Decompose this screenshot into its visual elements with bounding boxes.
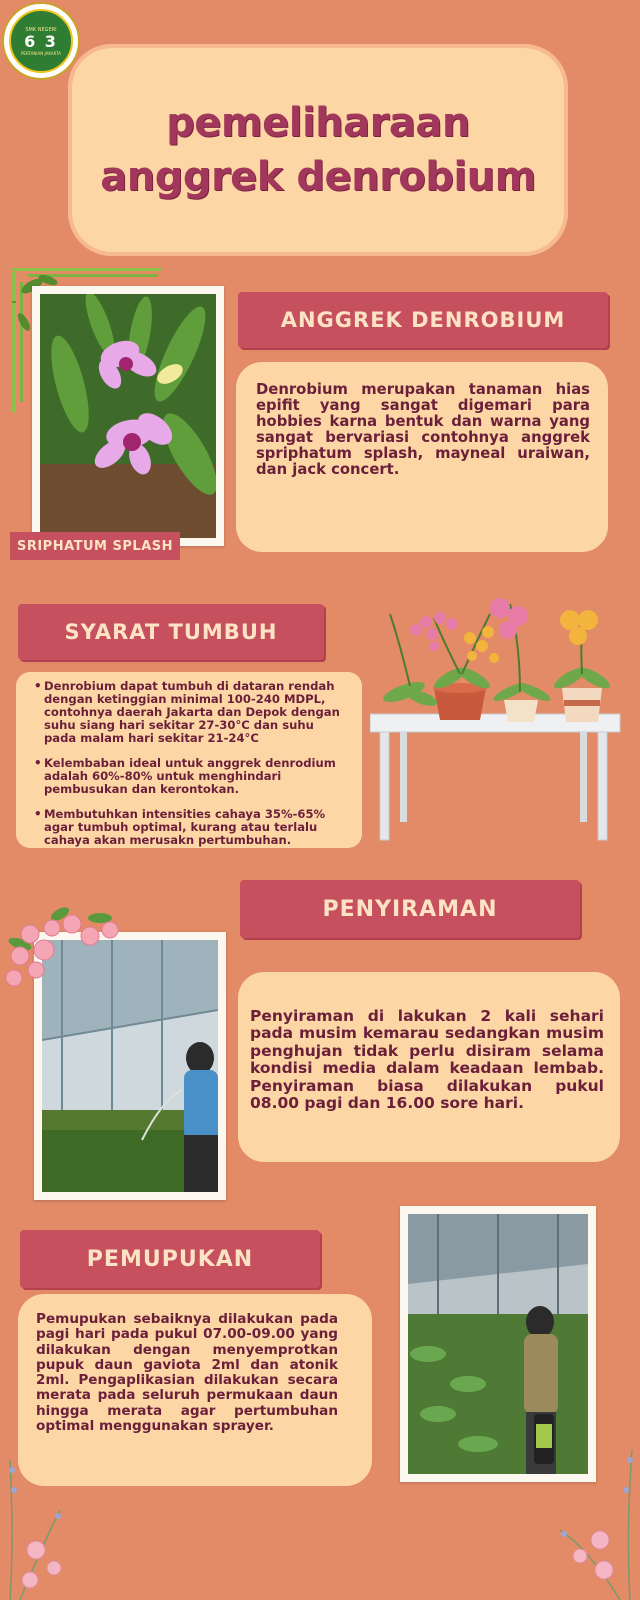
anggrek-card [236, 362, 608, 552]
syarat-card [16, 672, 362, 848]
bottom-right-flowers-icon [500, 1430, 640, 1600]
logo-emblem [9, 9, 73, 73]
penyiraman-description: Penyiraman di lakukan 2 kali sehari pada musim kemarau sedangkan musim penghujan tidak perlu disiram selama kondisi media dalam keadaan lembab. Penyiraman biasa dilakukan pukul 08.00 pagi dan 16.00 sore hari. [250, 1007, 604, 1113]
logo-number: 6 3 [24, 31, 58, 51]
syarat-bullet-1: • Denrobium dapat tumbuh di dataran rendah dengan ketinggian minimal 100-240 MDPL, contohnya daerah Jakarta dan Depok dengan suhu siang hari sekitar 27-30°C dan suhu pada malam hari sekitar 21-24°C [34, 680, 350, 745]
syarat-list [34, 680, 350, 847]
penyiraman-card [238, 972, 620, 1162]
page-title: pemeliharaan anggrek denrobium [100, 100, 536, 200]
potted-orchids-table-illustration [370, 574, 630, 844]
pink-flowers-decoration-icon [0, 904, 140, 1024]
photo-caption: SRIPHATUM SPLASH [10, 532, 180, 560]
heading-anggrek-denrobium: ANGGREK DENROBIUM [238, 292, 608, 348]
title-card [68, 44, 568, 256]
anggrek-description: Denrobium merupakan tanaman hias epifit yang sangat digemari para hobbies karna bentuk dan warna yang sangat bervariasi contohnya anggrek spriphatum splash, mayneal uraiwan, dan jack concert. [256, 381, 590, 478]
syarat-bullet-3: • Membutuhkan intensities cahaya 35%-65% agar tumbuh optimal, kurang atau terlalu cahaya akan merusakn pertumbuhan. [34, 808, 350, 847]
syarat-bullet-2: • Kelembaban ideal untuk anggrek denrodium adalah 60%-80% untuk menghindari pembusukan dan kerontokan. [34, 757, 350, 796]
heading-penyiraman: PENYIRAMAN [240, 880, 580, 938]
logo-top-text: SMK NEGERI [25, 26, 57, 33]
heading-pemupukan: PEMUPUKAN [20, 1230, 320, 1288]
orchid-flower-image [40, 294, 216, 538]
orchid-photo [32, 286, 224, 546]
logo-bottom-text: PERTANIAN JAKARTA [21, 50, 61, 56]
school-logo [2, 2, 80, 80]
pemupukan-description: Pemupukan sebaiknya dilakukan pada pagi hari pada pukul 07.00-09.00 yang dilakukan dengan menyemprotkan pupuk daun gaviota 2ml dan atonik 2ml. Pengaplikasian dilakukan secara merata pada seluruh permukaan daun hingga merata agar pertumbuhan optimal menggunakan sprayer. [36, 1311, 338, 1435]
heading-syarat-tumbuh: SYARAT TUMBUH [18, 604, 324, 660]
bottom-left-flowers-icon [0, 1440, 130, 1600]
